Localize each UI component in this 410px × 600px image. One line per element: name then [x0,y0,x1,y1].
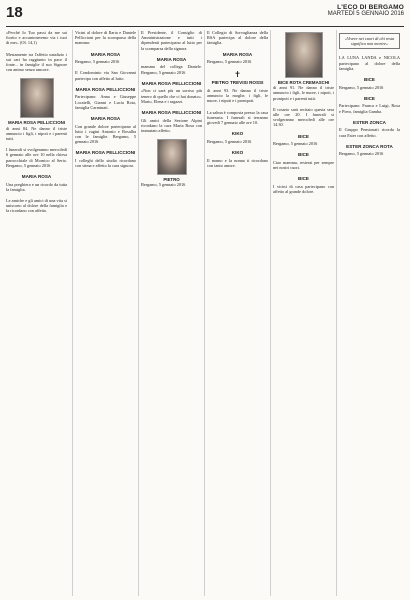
notice-text: «Non ci sarà più un sorriso più tenero di quello che ci hai donato». Mario, Elena e i ragazzi. [141,88,202,104]
column-3 [138,30,202,596]
obituary-notice [141,110,202,133]
notice-text: Gli amici della Sezione Alpini ricordano la cara Maria Rosa con immutato affetto. [141,117,202,134]
portrait-photo [285,32,323,78]
obituary-notice [141,30,202,51]
obituary-notice [339,120,400,138]
notice-text: Il nonno e la nonna ti ricordano con tanto amore. [207,157,268,168]
notice-text: «Perché Io Tuo passi da me sai fiorito e accantoneremo via i tuoi di me». (Ol. 14,1) [6,30,67,46]
obituary-notice [141,81,202,104]
notice-text: I vicini di casa partecipano con affetto al grande dolore. [273,184,334,195]
notice-text: Bergamo, 5 gennaio 2016 [75,59,120,65]
deceased-name: BICE ROTA CREMASCHI [277,80,330,85]
notice-text: Bergamo, 5 gennaio 2016 [141,182,186,188]
notice-text: di anni 91. Ne danno il triste annuncio i figli, le nuore, i nipoti, i pronipoti e i parenti tutti. [273,85,334,101]
memorial-quote: «Vivere nei cuori di chi resta significa non morire» [339,33,400,49]
obituary-notice [339,55,400,71]
notice-text: Ciao mamma, resterai per sempre nei nostri cuori. [273,160,334,171]
obituary-notice [207,52,268,65]
notice-text: Mestamente tra l'affetto natalizio i sui cari ha raggiunto in pace il fonte... in famiglie il suo Signore con animo senza rancore. [6,51,67,73]
portrait-photo [20,78,54,118]
obituary-notice [207,110,268,126]
deceased-name: MARIA ROSA [156,56,187,62]
obituary-notice [339,33,400,49]
obituary-notice [75,70,136,80]
deceased-name: MARIA ROSA [90,51,121,57]
obituary-notice [75,150,136,168]
deceased-name: MARIA ROSA [222,51,253,57]
obituary-notice [6,174,67,192]
notice-text: Partecipano: Franca e Luigi, Rosa e Piero, famiglia Gamba. [339,103,400,114]
cross-icon: ✝ [234,70,241,80]
notice-text: La salma è composta presso la casa funeraria. I funerali si terranno giovedì 7 gennaio alle ore 10. [207,109,268,126]
deceased-name: MARIA ROSA [21,174,52,180]
deceased-name: BICE [298,152,309,158]
notice-text: Bergamo, 5 gennaio 2016 [207,59,252,65]
notice-text: Il Collegio di Sorvaglianza della RSA partecipa al dolore della famiglia. [207,30,268,46]
notice-text: Bergamo, 5 gennaio 2016 [339,84,384,90]
notice-text: LA LUNA LANDA e NICOLA partecipano al dolore della famiglia. [339,55,400,71]
deceased-name: KIKO [231,131,244,137]
notice-text: Bergamo, 5 gennaio 2016 [207,138,252,144]
notice-text: Vicini al dolore di Ilaria e Daniele Pelliccioni per la scomparsa della mamma: [75,30,136,46]
notice-text: mamma del collega Daniele. Bergamo, 5 gennaio 2016 [141,64,202,75]
notice-text: Bergamo, 5 gennaio 2016 [339,151,384,157]
notice-text: I funerali si svolgeranno mercoledì 6 gennaio alle ore 10 nella chiesa parrocchiale di Mornico al Serio. Bergamo, 5 gennaio 2016 [6,147,67,168]
deceased-name: BICE [364,95,375,101]
deceased-name: MARIA ROSA PELLICCIONI [141,110,202,116]
dateline: MARTEDÌ 5 GENNAIO 2016 [327,11,404,17]
obituary-notice [207,150,268,168]
deceased-name: KIKO [231,150,244,156]
column-5 [270,30,334,596]
obituary-notice [6,198,67,214]
deceased-name: BICE [298,133,309,139]
column-4 [204,30,268,596]
notice-text: Il Gruppo Pensionati ricorda la cara Ester con affetto. [339,127,400,138]
notice-text: Il rosario sarà recitato questa sera alle ore 20. I funerali si svolgeranno mercoledì alle ore 14.30. [273,106,334,128]
column-1 [6,30,67,596]
obituary-notice [6,147,67,168]
page-header [6,4,404,27]
notice-text: Con grande dolore partecipano al lutto i cugini Antonio e Rosalba con le famiglie. Bergamo, 5 gennaio 2016 [75,123,136,145]
deceased-name: PIETRO [163,177,180,183]
obituary-notice [6,30,67,46]
obituary-notice [207,131,268,144]
page-number: 18 [6,4,23,21]
deceased-name: MARIA ROSA [90,116,121,122]
notice-text: Una preghiera e un ricordo da tutta la famiglia. [6,181,67,192]
notice-text: di anni 84. Ne danno il triste annuncio i figli, i nipoti e i parenti tutti. [6,125,67,142]
deceased-name: MARIA ROSA PELLICCIONI [141,80,202,86]
notice-text: Le amiche e gli amici di una vita si uniscono al dolore della famiglia e la ricordano con affetto. [6,198,67,214]
deceased-name: MARIA ROSA PELLICCIONI [75,86,136,92]
column-2 [72,30,136,596]
notice-text: Il Presidente, il Consiglio di Amministrazione e tutti i dipendenti partecipano al lutto per la scomparsa della signora [141,30,202,51]
deceased-name: ESTER ZONCA ROTA [346,143,393,149]
obituary-notice [141,57,202,75]
obituary-notice [75,87,136,110]
obituary-notice [339,77,400,90]
obituary-notice [207,70,268,103]
notice-text: I colleghi dello studio ricordano con stima e affetto la cara signora. [75,158,136,169]
deceased-name: BICE [298,176,309,182]
obituary-notice [141,139,202,187]
deceased-name: BICE [364,77,375,83]
deceased-name: PIETRO TREVISI ROSSI [211,80,264,86]
obituary-notice [273,176,334,194]
notice-text: Il Condominio via San Giovanni partecipa con affetto al lutto. [75,70,136,81]
column-6 [336,30,400,596]
notice-text: Bergamo, 5 gennaio 2016 [273,141,318,147]
notice-text: Partecipano: Anna e Giuseppe Locatelli, Gianni e Lucia Rota, famiglia Carminati. [75,94,136,110]
obituary-notice [207,30,268,46]
masthead [328,4,404,18]
obituary-notice [6,78,67,141]
obituary-notice [75,116,136,144]
obituary-notice [273,107,334,128]
obituary-notice [339,96,400,114]
obituary-notice [6,52,67,73]
columns-area [6,30,404,596]
obituary-notice [273,134,334,147]
deceased-name: MARIA ROSA PELLICCIONI [75,150,136,156]
obituary-notice [75,30,136,46]
obituary-notice [75,52,136,65]
portrait-photo [157,139,187,175]
deceased-name: ESTER ZONCA [353,119,386,125]
newspaper-name: L'ECO DI BERGAMO [337,4,404,11]
notice-text: di anni 93. Ne danno il triste annuncio la moglie, i figli, le nuore, i nipoti e i pronipoti. [207,88,268,104]
obituary-notice [273,152,334,170]
obituary-notice [339,144,400,157]
deceased-name: MARIA ROSA PELLICCIONI [8,120,65,126]
obituary-notice [273,32,334,101]
